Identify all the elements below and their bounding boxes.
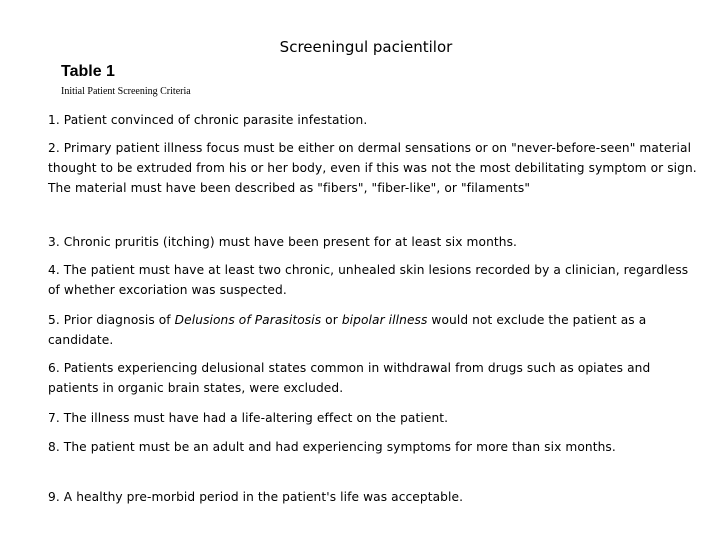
- criterion-8: 8. The patient must be an adult and had experiencing symptoms for more than six months.: [48, 440, 616, 454]
- slide-title: Screeningul pacientilor: [279, 38, 453, 56]
- criterion-1: 1. Patient convinced of chronic parasite infestation.: [48, 113, 368, 127]
- criterion-5-suffix: would not exclude the patient as a candidate.: [48, 313, 647, 347]
- criterion-5-italic-delusions: Delusions of Parasitosis: [174, 313, 322, 327]
- criterion-5: [48, 310, 698, 350]
- criterion-7: 7. The illness must have had a life-altering effect on the patient.: [48, 411, 449, 425]
- criterion-4: 4. The patient must have at least two chronic, unhealed skin lesions recorded by a clinician, regardless of whether excoriation was suspected.: [48, 263, 689, 297]
- criterion-6: 6. Patients experiencing delusional states common in withdrawal from drugs such as opiates and patients in organic brain states, were excluded.: [48, 361, 651, 395]
- criterion-3: 3. Chronic pruritis (itching) must have been present for at least six months.: [48, 235, 518, 249]
- table-heading: Table 1: [61, 63, 115, 80]
- criterion-5-prefix: 5. Prior diagnosis of: [48, 313, 175, 327]
- criterion-2: 2. Primary patient illness focus must be either on dermal sensations or on "never-before-seen" material thought to be extruded from his or her body, even if this was not the most debilitating symptom or sign. The material must have been described as "fibers", "fiber-like", or "filaments": [48, 141, 697, 195]
- criterion-5-middle: or: [321, 313, 342, 327]
- criterion-5-italic-bipolar: bipolar illness: [341, 313, 428, 327]
- criterion-9: 9. A healthy pre-morbid period in the patient's life was acceptable.: [48, 490, 464, 504]
- table-subheading: Initial Patient Screening Criteria: [61, 86, 191, 97]
